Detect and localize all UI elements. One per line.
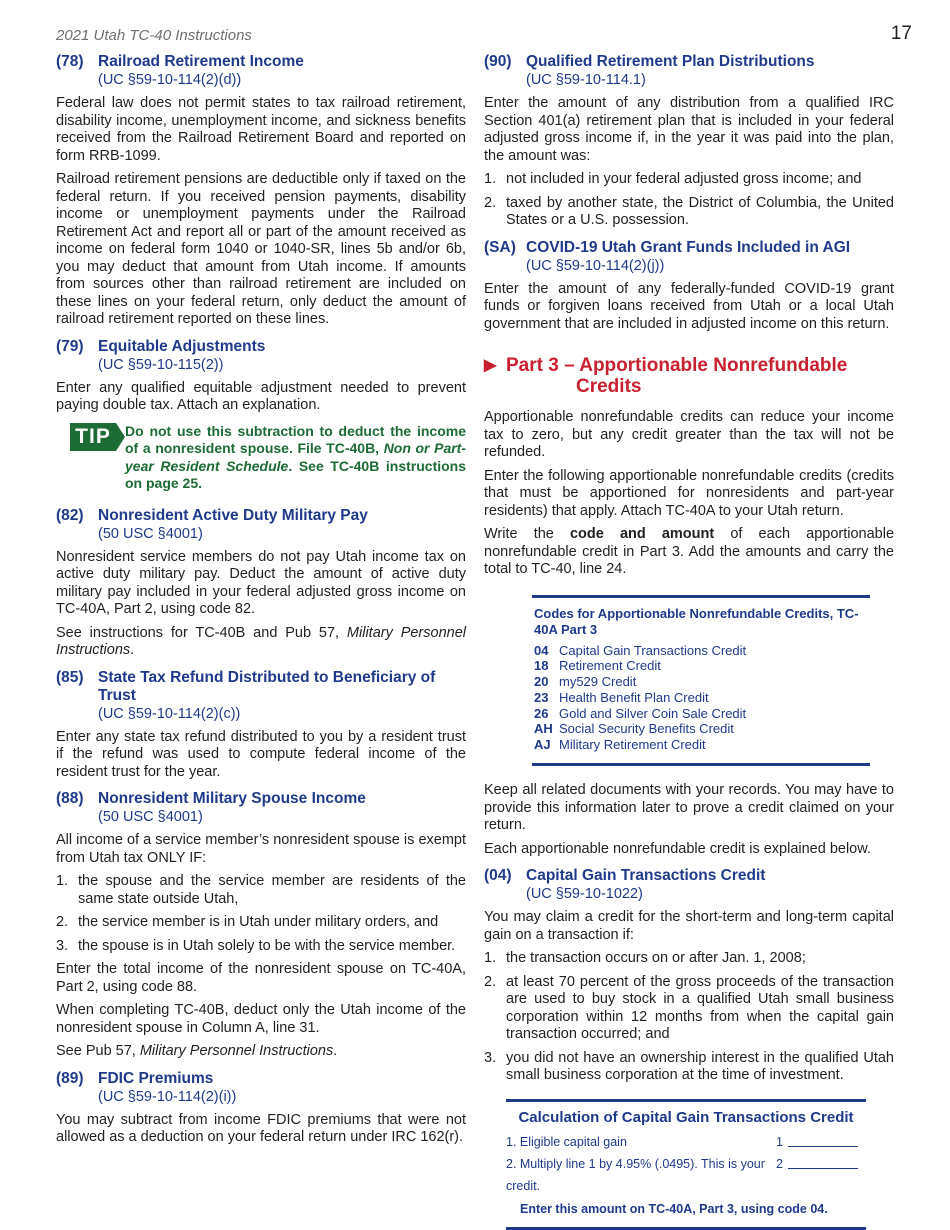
list-item bbox=[56, 873, 466, 908]
list-text: the spouse and the service member are residents of the same state outside Utah, bbox=[78, 873, 466, 907]
numbered-list bbox=[484, 171, 894, 230]
section-79-heading bbox=[56, 338, 466, 356]
paragraph: Railroad retirement pensions are deductible only if taxed on the federal return. If you received pension payments, disability income or unemployment payments under the Railroad Retirement Act and report all or part of the amount received as income on federal form 1040 or 1040-SR, lines 5b and/or 6b, you may deduct that amount from Utah income. If amounts from sources other than railroad retirement are included on these lines on your federal return, only deduct the amount of railroad retirement reported on these lines. bbox=[56, 171, 466, 327]
paragraph: Enter the following apportionable nonrefundable credits (credits that must be apportioned for nonresidents and part-year residents) that apply. Attach TC-40A to your Utah return. bbox=[484, 467, 894, 519]
list-text: not included in your federal adjusted gross income; and bbox=[506, 171, 862, 187]
section-title: Nonresident Active Duty Military Pay bbox=[98, 506, 368, 524]
credit-label: Capital Gain Transactions Credit bbox=[559, 642, 747, 658]
numbered-list bbox=[484, 950, 894, 1085]
list-number: 2. bbox=[484, 194, 497, 211]
section-citation: (50 USC §4001) bbox=[98, 525, 203, 542]
paragraph bbox=[484, 526, 894, 579]
section-citation: (50 USC §4001) bbox=[98, 809, 203, 825]
section-88-heading bbox=[56, 790, 466, 808]
credit-label: Retirement Credit bbox=[559, 658, 661, 674]
paragraph: Enter the amount of any distribution from a qualified IRC Section 401(a) retirement plan that is included in your federal adjusted gross income if, in the year it was paid into the plan, the amount was: bbox=[484, 95, 894, 164]
list-item bbox=[484, 950, 894, 968]
code-row bbox=[534, 721, 870, 737]
section-code: (78) bbox=[56, 53, 84, 70]
credit-label: Gold and Silver Coin Sale Credit bbox=[559, 705, 747, 721]
tip-label: TIP bbox=[70, 423, 116, 451]
list-number: 3. bbox=[484, 1049, 497, 1066]
part-title-line: Credits bbox=[576, 376, 642, 397]
section-title: Equitable Adjustments bbox=[98, 337, 266, 355]
paragraph: All income of a service member’s nonresident spouse is exempt from Utah tax ONLY IF: bbox=[56, 832, 466, 866]
tip-text bbox=[125, 423, 466, 493]
section-code: (04) bbox=[484, 867, 512, 885]
text-run: of each apportionable nonrefundable credit in Part 3. Add the amounts and carry the total to TC-40, line 24. bbox=[484, 526, 895, 577]
section-title: Qualified Retirement Plan Distributions bbox=[526, 53, 815, 70]
calc-row-label: 1. Eligible capital gain bbox=[506, 1134, 627, 1149]
section-89-heading bbox=[56, 1070, 466, 1088]
credit-code: AJ bbox=[534, 737, 551, 753]
list-item bbox=[484, 195, 894, 230]
calc-line-number: 2 bbox=[776, 1156, 783, 1171]
paragraph: When completing TC-40B, deduct only the Utah income of the nonresident spouse in Column A, line 31. bbox=[56, 1002, 466, 1036]
section-82-heading bbox=[56, 507, 466, 525]
section-title: State Tax Refund Distributed to Beneficiary of Trust bbox=[98, 668, 436, 704]
section-04-heading bbox=[484, 867, 894, 885]
tip-badge bbox=[70, 423, 125, 457]
code-row bbox=[534, 658, 870, 674]
section-code: (85) bbox=[56, 668, 84, 686]
list-text: at least 70 percent of the gross proceeds of the transaction are used to buy stock in a qualified Utah small business corporation within 12 months from when the capital gain transaction occurred; and bbox=[506, 973, 894, 1043]
list-text: the service member is in Utah under military orders, and bbox=[78, 914, 439, 930]
triangle-right-icon: ▶ bbox=[484, 357, 497, 374]
right-column bbox=[484, 53, 894, 1230]
list-item bbox=[56, 914, 466, 932]
credit-label: Health Benefit Plan Credit bbox=[559, 689, 709, 705]
credit-code: AH bbox=[534, 721, 553, 737]
section-code: (82) bbox=[56, 506, 84, 524]
section-code: (89) bbox=[56, 1069, 84, 1087]
tip-callout bbox=[70, 423, 466, 493]
list-number: 1. bbox=[484, 950, 497, 967]
page-number: 17 bbox=[890, 23, 912, 44]
credit-label: Military Retirement Credit bbox=[559, 737, 706, 753]
list-item bbox=[484, 171, 894, 189]
credit-label: my529 Credit bbox=[559, 674, 637, 690]
calculation-box bbox=[506, 1099, 866, 1230]
list-text: the transaction occurs on or after Jan. 1, 2008; bbox=[506, 950, 806, 967]
paragraph: Keep all related documents with your records. You may have to provide this information later to prove a credit claimed on your return. bbox=[484, 782, 894, 834]
section-citation: (UC §59-10-1022) bbox=[526, 886, 643, 903]
section-citation: (UC §59-10-115(2)) bbox=[98, 356, 224, 373]
section-citation: (UC §59-10-114(2)(j)) bbox=[526, 257, 665, 274]
section-citation: (UC §59-10-114.1) bbox=[526, 72, 646, 88]
section-90-heading bbox=[484, 53, 894, 71]
section-code: (SA) bbox=[484, 238, 516, 256]
paragraph: Federal law does not permit states to tax railroad retirement, disability income, unemployment income, and sickness benefits received from the Railroad Retirement Board and reported on form RRB-1099. bbox=[56, 95, 466, 164]
paragraph: Enter any qualified equitable adjustment needed to prevent paying double tax. Attach an explanation. bbox=[56, 379, 466, 413]
paragraph bbox=[56, 625, 466, 660]
left-column bbox=[56, 53, 466, 1153]
credit-code: 04 bbox=[534, 642, 549, 658]
code-row bbox=[534, 643, 870, 659]
credit-code: 23 bbox=[534, 689, 549, 705]
part-3-heading bbox=[484, 355, 894, 397]
list-item bbox=[484, 974, 894, 1044]
text-run-bold: code and amount bbox=[569, 526, 715, 542]
credit-codes-box bbox=[532, 595, 870, 767]
paragraph: Each apportionable nonrefundable credit is explained below. bbox=[484, 840, 871, 857]
list-number: 1. bbox=[484, 171, 497, 187]
paragraph: You may subtract from income FDIC premiums that were not allowed as a deduction on your federal return under IRC 162(r). bbox=[56, 1111, 466, 1145]
list-number: 2. bbox=[56, 914, 69, 930]
tip-text-part: . See TC-40B instructions on page 25. bbox=[125, 457, 467, 491]
text-run: . bbox=[130, 642, 135, 658]
part-title bbox=[506, 355, 894, 397]
section-citation: (UC §59-10-114(2)(i)) bbox=[98, 1088, 237, 1105]
code-row bbox=[534, 690, 870, 706]
list-number: 2. bbox=[484, 973, 497, 990]
paragraph: Enter any state tax refund distributed to you by a resident trust if the refund was used to compute federal income of the resident trust for the year. bbox=[56, 728, 466, 780]
code-row bbox=[534, 706, 870, 722]
text-run-italic: Military Personnel Instructions bbox=[56, 624, 466, 658]
credit-code: 26 bbox=[534, 705, 549, 721]
section-citation: (UC §59-10-114(2)(c)) bbox=[98, 705, 241, 722]
calculation-title: Calculation of Capital Gain Transactions Credit bbox=[518, 1108, 854, 1126]
section-title: Capital Gain Transactions Credit bbox=[526, 867, 766, 885]
section-title: FDIC Premiums bbox=[98, 1069, 214, 1087]
section-code: (90) bbox=[484, 53, 512, 70]
list-text: taxed by another state, the District of Columbia, the United States or a U.S. possession. bbox=[506, 194, 894, 228]
paragraph: Enter the amount of any federally-funded COVID-19 grant funds or forgiven loans received from Utah or a local Utah government that are included in adjusted income on this return. bbox=[484, 280, 894, 332]
tip-arrow-icon bbox=[116, 423, 125, 451]
text-run-italic: Military Personnel Instructions bbox=[139, 1043, 334, 1059]
list-number: 3. bbox=[56, 937, 69, 954]
text-run: See Pub 57, bbox=[56, 1043, 140, 1059]
code-row bbox=[534, 737, 870, 753]
paragraph: You may claim a credit for the short-term and long-term capital gain on a transaction if: bbox=[484, 909, 894, 943]
section-citation: (UC §59-10-114(2)(d)) bbox=[98, 72, 242, 88]
tip-text-part: Do not use this subtraction to deduct the income of a nonresident spouse. File TC-40B, bbox=[125, 422, 466, 456]
tip-text-italic: Non or Part-year Resident Schedule bbox=[125, 440, 467, 474]
credit-code: 18 bbox=[534, 658, 549, 674]
text-run: . bbox=[333, 1043, 338, 1059]
paragraph: Enter the total income of the nonresident spouse on TC-40A, Part 2, using code 88. bbox=[56, 961, 466, 995]
calc-line-1-blank[interactable] bbox=[788, 1131, 858, 1147]
list-text: you did not have an ownership interest in the qualified Utah small business corporation at the time of investment. bbox=[506, 1049, 894, 1084]
section-title: Railroad Retirement Income bbox=[98, 53, 304, 70]
credit-code: 20 bbox=[534, 674, 549, 690]
section-85-heading bbox=[56, 669, 466, 705]
code-row bbox=[534, 674, 870, 690]
text-run: See instructions for TC-40B and Pub 57, bbox=[56, 624, 347, 641]
credit-label: Social Security Benefits Credit bbox=[559, 721, 734, 737]
running-header: 2021 Utah TC-40 Instructions bbox=[56, 27, 252, 44]
list-text: the spouse is in Utah solely to be with the service member. bbox=[78, 937, 456, 954]
section-title: COVID-19 Utah Grant Funds Included in AGI bbox=[526, 238, 851, 256]
paragraph: Nonresident service members do not pay Utah income tax on active duty military pay. Deduct the amount of active duty military pay included in your federal adjusted gross income on TC-40A, Part 2, using code 82. bbox=[56, 548, 466, 617]
section-code: (79) bbox=[56, 337, 84, 355]
codes-box-title: Codes for Apportionable Nonrefundable Credits, TC-40A Part 3 bbox=[534, 605, 859, 637]
part-title-line: Part 3 – Apportionable Nonrefundable bbox=[506, 355, 848, 376]
section-code: (88) bbox=[56, 790, 84, 807]
text-run: Write the bbox=[484, 526, 570, 542]
calculation-footer: Enter this amount on TC-40A, Part 3, using code 04. bbox=[520, 1201, 828, 1216]
calc-line-2-blank[interactable] bbox=[788, 1153, 858, 1169]
paragraph: Apportionable nonrefundable credits can reduce your income tax to zero, but any credit greater than the tax will not be refunded. bbox=[484, 409, 894, 460]
numbered-list bbox=[56, 873, 466, 955]
calc-row-2 bbox=[506, 1153, 866, 1197]
list-number: 1. bbox=[56, 873, 69, 889]
list-item bbox=[484, 1050, 894, 1085]
paragraph bbox=[56, 1043, 466, 1061]
calc-row-label: 2. Multiply line 1 by 4.95% (.0495). This is your credit. bbox=[506, 1156, 765, 1193]
calc-line-number: 1 bbox=[776, 1134, 783, 1149]
section-78-heading bbox=[56, 53, 466, 71]
section-title: Nonresident Military Spouse Income bbox=[98, 790, 366, 807]
calc-row-1 bbox=[506, 1131, 866, 1153]
section-sa-heading bbox=[484, 239, 894, 257]
list-item bbox=[56, 938, 466, 956]
